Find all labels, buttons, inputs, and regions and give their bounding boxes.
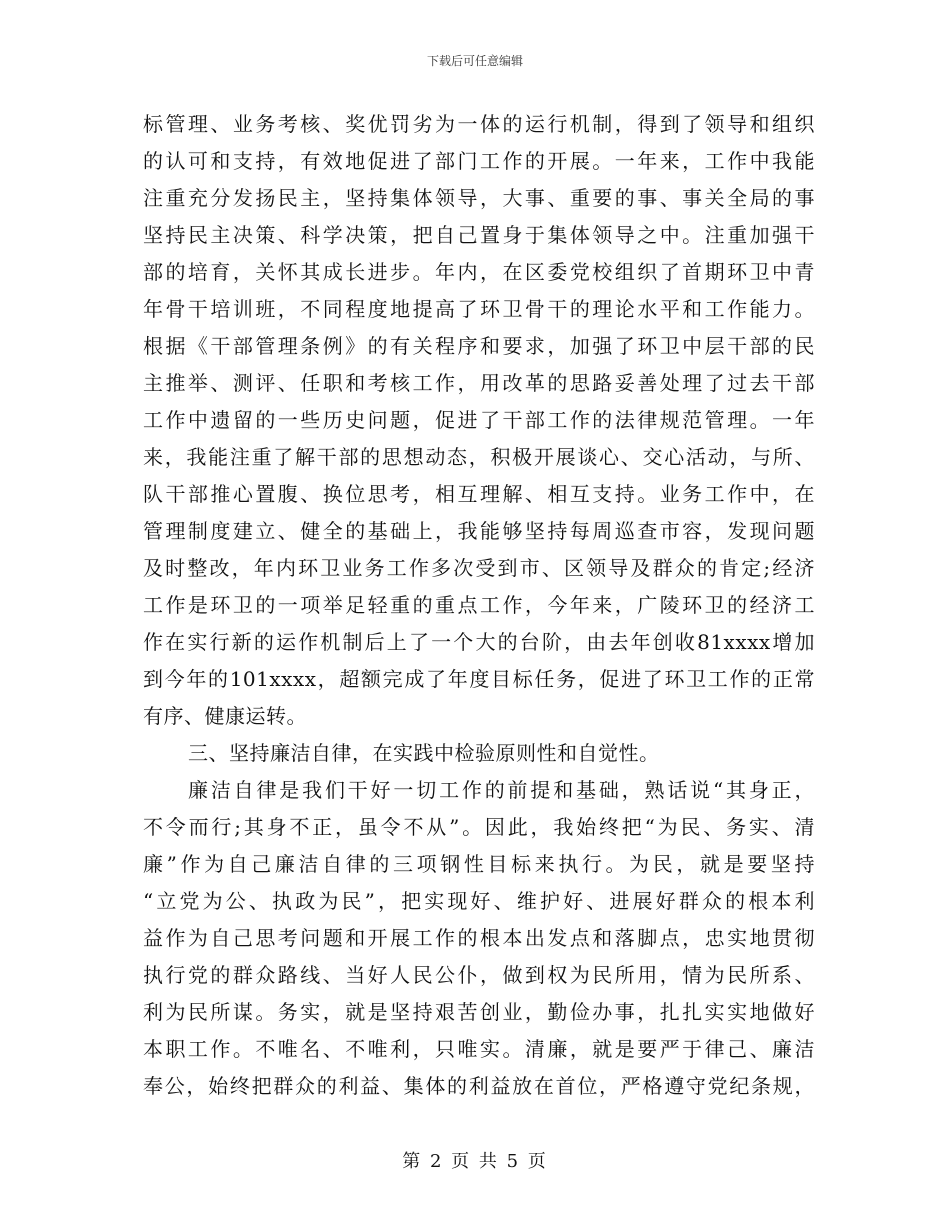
document-body [143,106,815,1105]
text-line: 部的培育，关怀其成长进步。年内，在区委党校组织了首期环卫中青 [143,260,815,284]
text-line: 及时整改，年内环卫业务工作多次受到市、区领导及群众的肯定;经济 [143,556,815,580]
text-line: 坚持民主决策、科学决策，把自己置身于集体领导之中。注重加强干 [143,223,815,247]
text-line: 有序、健康运转。 [143,704,307,728]
text-line: 队干部推心置腹、换位思考，相互理解、相互支持。业务工作中，在 [143,482,815,506]
text-line: 主推举、测评、任职和考核工作，用改革的思路妥善处理了过去干部 [143,371,815,395]
text-line: 年骨干培训班，不同程度地提高了环卫骨干的理论水平和工作能力。 [143,297,815,321]
text-line: 工作是环卫的一项举足轻重的重点工作，今年来，广陵环卫的经济工 [143,593,815,617]
text-line: 工作中遗留的一些历史问题，促进了干部工作的法律规范管理。一年 [143,408,815,432]
page-number: 第 2 页 共 5 页 [402,1151,548,1172]
text-line: 奉公，始终把群众的利益、集体的利益放在首位，严格遵守党纪条规， [143,1074,815,1098]
text-line: 管理制度建立、健全的基础上，我能够坚持每周巡查市容，发现问题 [143,519,815,543]
text-line: 来，我能注重了解干部的思想动态，积极开展谈心、交心活动，与所、 [143,445,815,469]
text-line: 益作为自己思考问题和开展工作的根本出发点和落脚点，忠实地贯彻 [143,926,815,950]
text-line: 本职工作。不唯名、不唯利，只唯实。清廉，就是要严于律己、廉洁 [143,1037,815,1061]
text-line: 廉”作为自己廉洁自律的三项钢性目标来执行。为民，就是要坚持 [143,852,815,876]
text-line: 的认可和支持，有效地促进了部门工作的开展。一年来，工作中我能 [143,149,815,173]
text-line: 到今年的101xxxx，超额完成了年度目标任务，促进了环卫工作的正常 [143,667,815,691]
section-heading: 三、坚持廉洁自律，在实践中检验原则性和自觉性。 [188,741,660,765]
text-line: 廉洁自律是我们干好一切工作的前提和基础，熟话说“其身正， [188,778,815,802]
text-line: 执行党的群众路线、当好人民公仆，做到权为民所用，情为民所系、 [143,963,815,987]
page-header-note: 下载后可任意编辑 [426,54,523,68]
text-line: 根据《干部管理条例》的有关程序和要求，加强了环卫中层干部的民 [143,334,815,358]
text-line: “立党为公、执政为民”，把实现好、维护好、进展好群众的根本利 [143,889,815,913]
text-line: 作在实行新的运作机制后上了一个大的台阶，由去年创收81xxxx增加 [143,630,815,654]
text-line: 标管理、业务考核、奖优罚劣为一体的运行机制，得到了领导和组织 [143,112,815,136]
text-line: 不令而行;其身不正，虽令不从”。因此，我始终把“为民、务实、清 [143,815,815,839]
text-line: 利为民所谋。务实，就是坚持艰苦创业，勤俭办事，扎扎实实地做好 [143,1000,815,1024]
text-line: 注重充分发扬民主，坚持集体领导，大事、重要的事、事关全局的事 [143,186,815,210]
